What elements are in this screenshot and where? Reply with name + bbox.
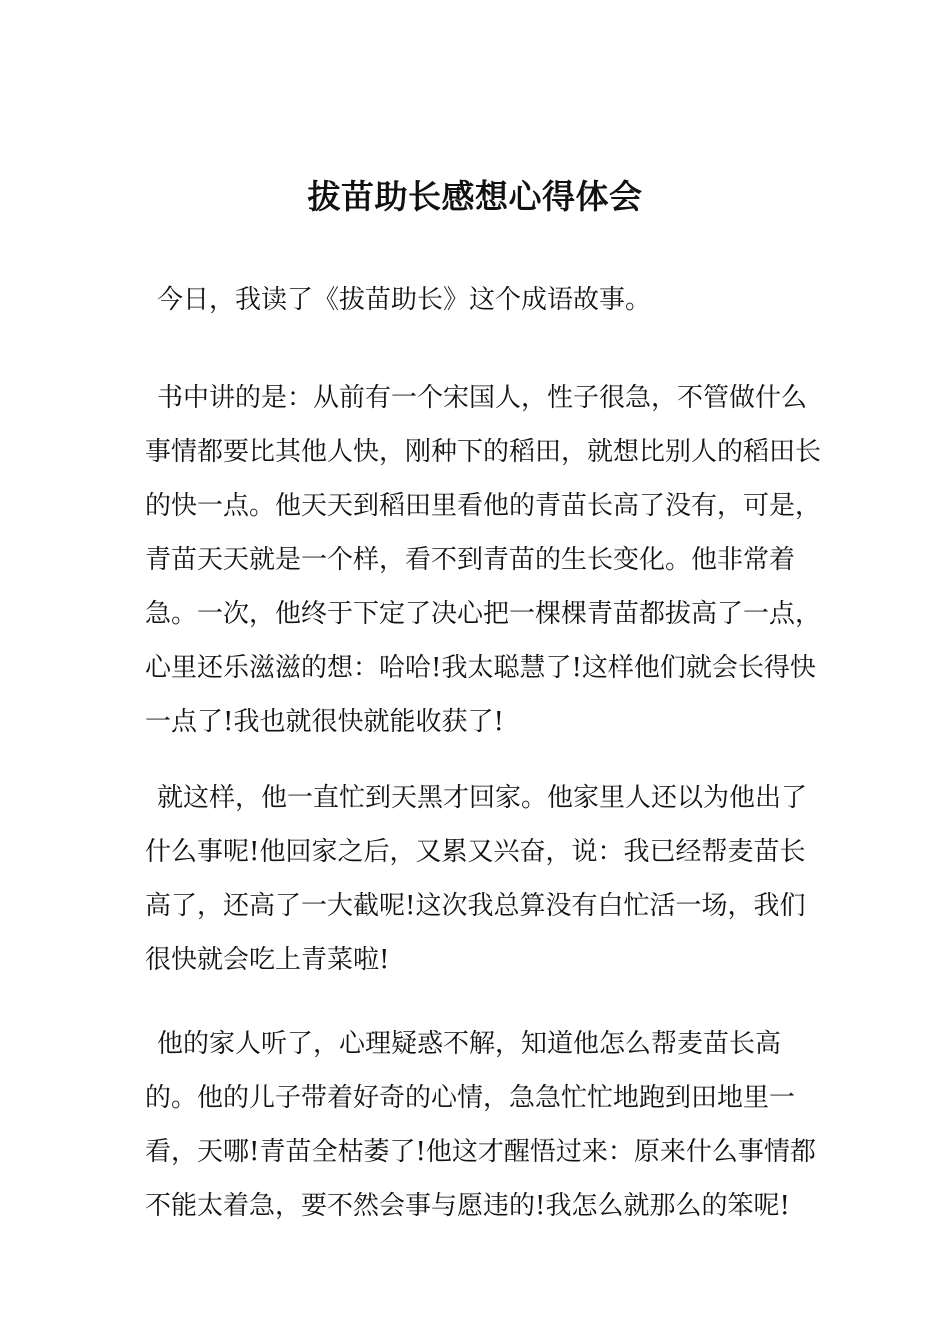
paragraph-intro: 今日，我读了《拔苗助长》这个成语故事。: [157, 285, 652, 315]
paragraph-lesson: 他的家人听了，心理疑惑不解，知道他怎么帮麦苗长高的。他的儿子带着好奇的心情，急急忙忙地跑到田地里一看，天哪!青苗全枯萎了!他这才醒悟过来：原来什么事情都不能太着急，要不然会事与愿违的!我怎么就那么的笨呢!: [145, 1029, 816, 1221]
paragraph-return-home: 就这样，他一直忙到天黑才回家。他家里人还以为他出了什么事呢!他回家之后，又累又兴奋，说：我已经帮麦苗长高了，还高了一大截呢!这次我总算没有白忙活一场，我们很快就会吃上青菜啦!: [145, 783, 808, 975]
paragraph-story: 书中讲的是：从前有一个宋国人，性子很急，不管做什么事情都要比其他人快，刚种下的稻田，就想比别人的稻田长的快一点。他天天到稻田里看他的青苗长高了没有，可是，青苗天天就是一个样，看不到青苗的生长变化。他非常着急。一次，他终于下定了决心把一棵棵青苗都拔高了一点，心里还乐滋滋的想：哈哈!我太聪慧了!这样他们就会长得快一点了!我也就很快就能收获了!: [145, 383, 822, 737]
document-title: 拔苗助长感想心得体会: [307, 177, 643, 216]
